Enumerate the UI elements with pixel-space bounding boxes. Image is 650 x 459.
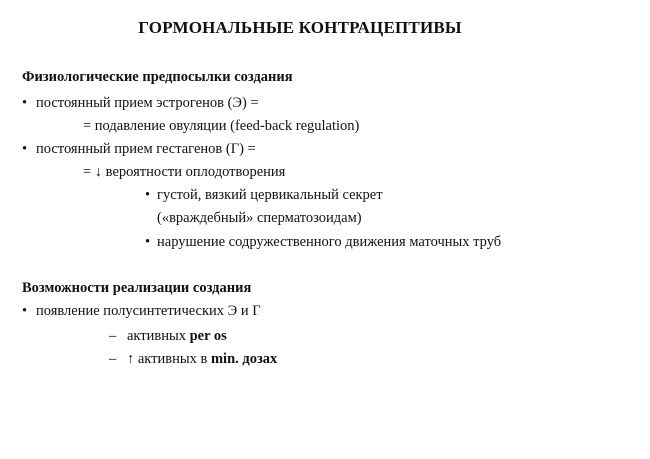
bullet: •	[22, 303, 28, 319]
sub-list-item	[145, 233, 501, 251]
list-item-continuation: = подавление овуляции (feed-back regulation)	[83, 118, 360, 134]
sub-list-item-text: густой, вязкий цервикальный секрет	[157, 187, 383, 203]
list-item	[22, 94, 259, 112]
bullet: •	[22, 95, 28, 111]
bullet: •	[145, 234, 151, 250]
list-item	[22, 140, 256, 158]
page-title: ГОРМОНАЛЬНЫЕ КОНТРАЦЕПТИВЫ	[138, 18, 462, 37]
dash-item	[109, 350, 277, 368]
sub-list-item	[145, 186, 383, 204]
section-heading-implementation: Возможности реализации создания	[22, 280, 252, 296]
dash-item-text: активных	[127, 328, 190, 344]
list-item-text: постоянный прием гестагенов (Г) =	[36, 141, 256, 157]
dash-item-bold: per os	[189, 328, 227, 344]
sub-list-item-text: нарушение содружественного движения маточных труб	[157, 234, 502, 250]
list-item-continuation: = ↓ вероятности оплодотворения	[83, 164, 286, 180]
list-item	[22, 302, 261, 320]
sub-list-item-continuation: («враждебный» сперматозоидам)	[157, 210, 362, 226]
dash: –	[109, 328, 117, 344]
list-item-text: постоянный прием эстрогенов (Э) =	[36, 95, 259, 111]
dash-item	[109, 327, 227, 345]
dash-item-text: ↑ активных в	[127, 351, 211, 367]
bullet: •	[22, 141, 28, 157]
section-heading-physiology: Физиологические предпосылки создания	[22, 69, 293, 85]
list-item-text: появление полусинтетических Э и Г	[36, 303, 261, 319]
bullet: •	[145, 187, 151, 203]
dash: –	[109, 351, 117, 367]
dash-item-bold: min. дозах	[210, 351, 278, 367]
